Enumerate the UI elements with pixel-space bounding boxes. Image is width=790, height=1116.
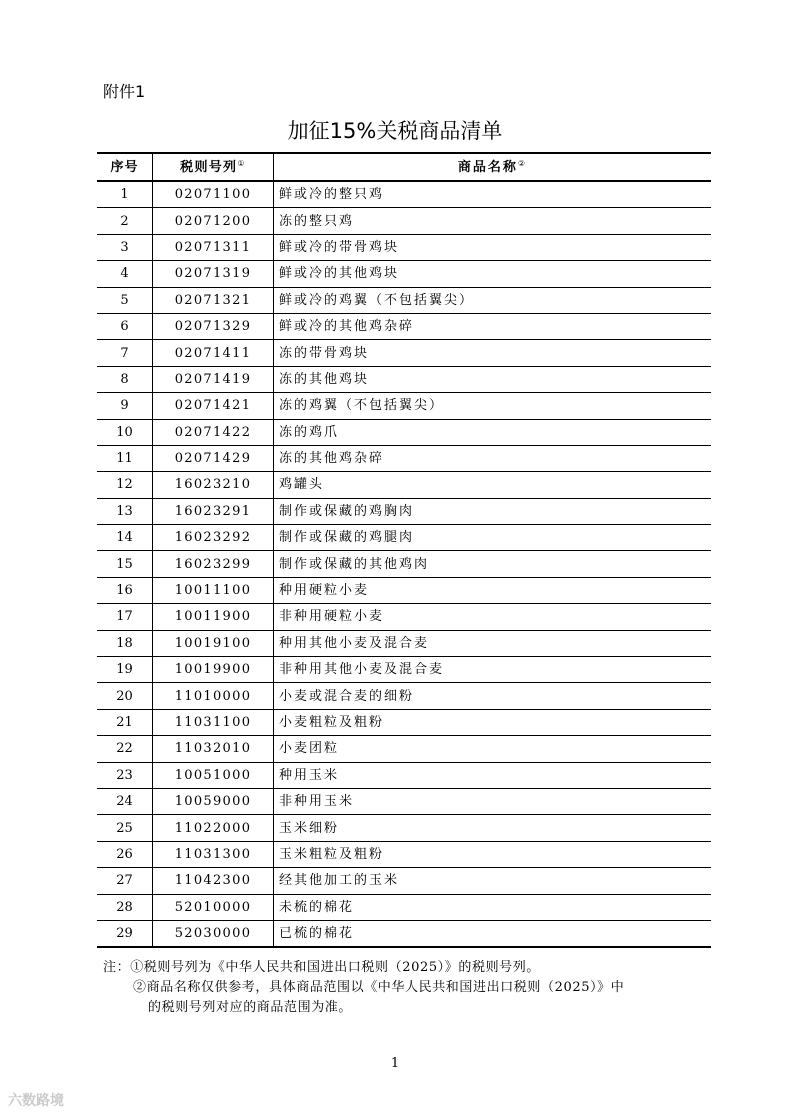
row-code: 52010000: [153, 894, 274, 920]
table-row: [97, 525, 711, 551]
row-name: 未梳的棉花: [274, 894, 712, 920]
table-row: [97, 841, 711, 867]
page-number: 1: [390, 1056, 400, 1071]
row-code: 11010000: [153, 683, 274, 709]
row-seq: 2: [97, 208, 153, 234]
row-seq: 23: [97, 762, 153, 788]
footnote-mark-1: ①: [237, 159, 246, 168]
row-seq: 20: [97, 683, 153, 709]
row-seq: 27: [97, 868, 153, 894]
row-code: 02071411: [153, 340, 274, 366]
row-seq: 8: [97, 366, 153, 392]
table-row: [97, 788, 711, 814]
header-name: 商品名称②: [274, 153, 712, 181]
row-name: 玉米粗粒及粗粉: [274, 841, 712, 867]
row-seq: 22: [97, 736, 153, 762]
row-seq: 28: [97, 894, 153, 920]
row-seq: 15: [97, 551, 153, 577]
table-row: [97, 709, 711, 735]
footnotes: [103, 958, 624, 1018]
row-code: 11032010: [153, 736, 274, 762]
row-name: 非种用硬粒小麦: [274, 604, 712, 630]
row-name: 冻的整只鸡: [274, 208, 712, 234]
row-seq: 18: [97, 630, 153, 656]
row-name: 种用硬粒小麦: [274, 577, 712, 603]
table-row: [97, 657, 711, 683]
note-1: 注：①税则号列为《中华人民共和国进出口税则（2025）》的税则号列。: [103, 960, 540, 975]
row-name: 非种用玉米: [274, 788, 712, 814]
row-code: 10011900: [153, 604, 274, 630]
table-row: [97, 393, 711, 419]
note-2-line-1: ②商品名称仅供参考，具体商品范围以《中华人民共和国进出口税则（2025）》中: [133, 980, 625, 995]
table-row: [97, 920, 711, 947]
row-seq: 17: [97, 604, 153, 630]
row-name: 种用玉米: [274, 762, 712, 788]
row-code: 16023292: [153, 525, 274, 551]
document-title: 加征15%关税商品清单: [287, 119, 503, 143]
row-name: 小麦团粒: [274, 736, 712, 762]
row-name: 冻的其他鸡块: [274, 366, 712, 392]
row-seq: 6: [97, 313, 153, 339]
table-row: [97, 234, 711, 260]
row-name: 鲜或冷的鸡翼（不包括翼尖）: [274, 287, 712, 313]
header-seq: 序号: [97, 153, 153, 181]
row-name: 制作或保藏的鸡胸肉: [274, 498, 712, 524]
row-code: 02071422: [153, 419, 274, 445]
row-seq: 3: [97, 234, 153, 260]
table-row: [97, 868, 711, 894]
row-name: 制作或保藏的鸡腿肉: [274, 525, 712, 551]
row-name: 冻的带骨鸡块: [274, 340, 712, 366]
row-code: 02071419: [153, 366, 274, 392]
row-code: 10019900: [153, 657, 274, 683]
row-name: 鲜或冷的整只鸡: [274, 181, 712, 208]
row-code: 11022000: [153, 815, 274, 841]
row-code: 11042300: [153, 868, 274, 894]
row-code: 10011100: [153, 577, 274, 603]
row-code: 02071429: [153, 445, 274, 471]
table-row: [97, 551, 711, 577]
row-code: 10051000: [153, 762, 274, 788]
row-seq: 14: [97, 525, 153, 551]
footnote-mark-2: ②: [517, 159, 528, 168]
table-row: [97, 419, 711, 445]
row-seq: 13: [97, 498, 153, 524]
row-name: 鲜或冷的其他鸡块: [274, 261, 712, 287]
row-code: 02071421: [153, 393, 274, 419]
row-name: 冻的其他鸡杂碎: [274, 445, 712, 471]
row-seq: 7: [97, 340, 153, 366]
row-code: 16023299: [153, 551, 274, 577]
row-name: 鲜或冷的带骨鸡块: [274, 234, 712, 260]
row-code: 11031100: [153, 709, 274, 735]
row-seq: 16: [97, 577, 153, 603]
row-code: 02071100: [153, 181, 274, 208]
table-row: [97, 445, 711, 471]
table-row: [97, 736, 711, 762]
table-row: [97, 287, 711, 313]
row-name: 鸡罐头: [274, 472, 712, 498]
row-code: 02071319: [153, 261, 274, 287]
watermark: 六数路境: [8, 1093, 64, 1109]
row-code: 02071329: [153, 313, 274, 339]
table-row: [97, 208, 711, 234]
row-seq: 4: [97, 261, 153, 287]
table-row: [97, 630, 711, 656]
tariff-table: [97, 152, 711, 948]
table-row: [97, 815, 711, 841]
row-name: 鲜或冷的其他鸡杂碎: [274, 313, 712, 339]
row-name: 已梳的棉花: [274, 920, 712, 947]
row-name: 冻的鸡爪: [274, 419, 712, 445]
row-code: 10059000: [153, 788, 274, 814]
row-name: 种用其他小麦及混合麦: [274, 630, 712, 656]
table-row: [97, 472, 711, 498]
row-code: 02071321: [153, 287, 274, 313]
row-seq: 11: [97, 445, 153, 471]
table-row: [97, 181, 711, 208]
table-row: [97, 683, 711, 709]
table-row: [97, 762, 711, 788]
row-seq: 25: [97, 815, 153, 841]
row-name: 经其他加工的玉米: [274, 868, 712, 894]
table-header-row: [97, 153, 711, 181]
table-row: [97, 261, 711, 287]
row-seq: 24: [97, 788, 153, 814]
table-row: [97, 340, 711, 366]
row-code: 52030000: [153, 920, 274, 947]
table-row: [97, 604, 711, 630]
table-row: [97, 498, 711, 524]
row-code: 16023210: [153, 472, 274, 498]
row-code: 11031300: [153, 841, 274, 867]
row-seq: 12: [97, 472, 153, 498]
row-name: 玉米细粉: [274, 815, 712, 841]
row-name: 制作或保藏的其他鸡肉: [274, 551, 712, 577]
row-seq: 29: [97, 920, 153, 947]
notes-prefix: 注：: [103, 960, 131, 975]
table-row: [97, 894, 711, 920]
row-seq: 1: [97, 181, 153, 208]
table-row: [97, 366, 711, 392]
row-name: 小麦或混合麦的细粉: [274, 683, 712, 709]
row-seq: 26: [97, 841, 153, 867]
row-name: 非种用其他小麦及混合麦: [274, 657, 712, 683]
row-name: 小麦粗粒及粗粉: [274, 709, 712, 735]
header-code: 税则号列①: [153, 153, 274, 181]
table-row: [97, 577, 711, 603]
table-row: [97, 313, 711, 339]
row-seq: 21: [97, 709, 153, 735]
row-code: 02071200: [153, 208, 274, 234]
row-seq: 10: [97, 419, 153, 445]
row-seq: 19: [97, 657, 153, 683]
attachment-label: 附件1: [103, 82, 146, 101]
row-code: 16023291: [153, 498, 274, 524]
note-2-line-2: 的税则号列对应的商品范围为准。: [148, 1000, 353, 1015]
row-seq: 5: [97, 287, 153, 313]
row-name: 冻的鸡翼（不包括翼尖）: [274, 393, 712, 419]
row-code: 10019100: [153, 630, 274, 656]
row-seq: 9: [97, 393, 153, 419]
row-code: 02071311: [153, 234, 274, 260]
